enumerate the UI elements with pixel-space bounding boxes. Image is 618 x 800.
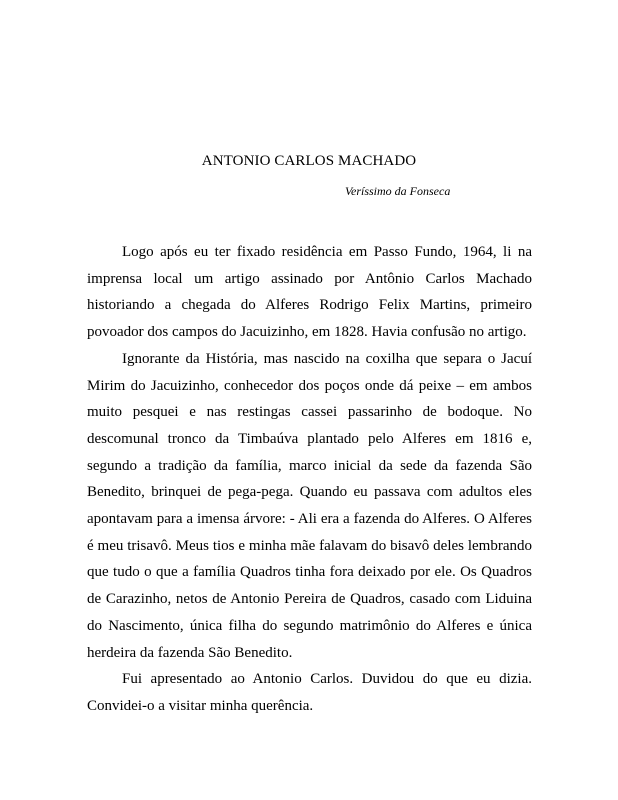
paragraph: Fui apresentado ao Antonio Carlos. Duvidou do que eu dizia. Convidei-o a visitar minha querência. — [87, 671, 532, 714]
author-name: Veríssimo da Fonseca — [345, 184, 451, 198]
paragraph: Logo após eu ter fixado residência em Passo Fundo, 1964, li na imprensa local um artigo assinado por Antônio Carlos Machado historiando a chegada do Alferes Rodrigo Felix Martins, primeiro povoador dos campos do Jacuizinho, em 1828. Havia confusão no artigo. — [87, 244, 532, 341]
paragraph: Ignorante da História, mas nascido na coxilha que separa o Jacuí Mirim do Jacuizinho, conhecedor dos poços onde dá peixe – em ambos muito pesquei e nas restingas cassei passarinho de bodoque. No descomunal tronco da Timbaúva plantado pelo Alferes em 1816 e, segundo a tradição da família, marco inicial da sede da fazenda São Benedito, brinquei de pega-pega. Quando eu passava com adultos eles apontavam para a imensa árvore: - Ali era a fazenda do Alferes. O Alferes é meu trisavô. Meus tios e minha mãe falavam do bisavô deles lembrando que tudo o que a família Quadros tinha fora deixado por ele. Os Quadros de Carazinho, netos de Antonio Pereira de Quadros, casado com Liduina do Nascimento, única filha do segundo matrimônio do Alferes e única herdeira da fazenda São Benedito. — [87, 350, 532, 661]
document-body — [87, 239, 532, 720]
page-title: ANTONIO CARLOS MACHADO — [201, 153, 417, 169]
